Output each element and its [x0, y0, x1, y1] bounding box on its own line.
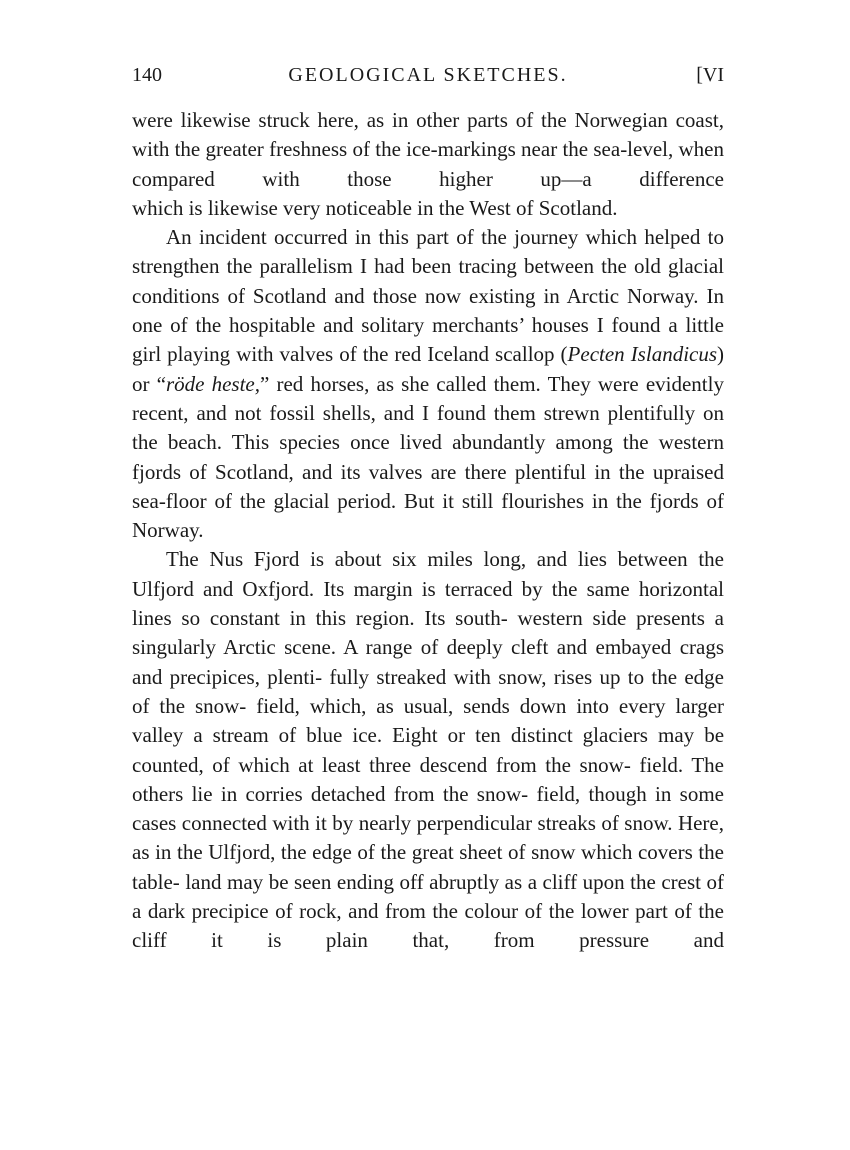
- text-line: field, though in some cases connected with it by nearly: [132, 781, 724, 836]
- text-line: were likewise struck here, as in other parts of the Norwegian: [132, 108, 668, 132]
- text-line: and solitary merchants’ houses I found a little girl playing: [132, 313, 724, 367]
- text-line: be counted, of which at least three descend from the snow-: [132, 723, 725, 777]
- text-line: coast, with the greater freshness of the ice-markings near the: [132, 108, 725, 162]
- text-line: land may be seen ending off abruptly as a cliff upon the: [185, 869, 656, 894]
- paragraph-continuation-end: [132, 194, 724, 223]
- chapter-mark: [VI: [696, 64, 724, 86]
- paragraph-nus-fjord: [132, 545, 724, 955]
- running-title: GEOLOGICAL SKETCHES.: [288, 64, 568, 86]
- text-line: field, which, as usual, sends down into every larger valley: [132, 693, 725, 748]
- text-line: of deeply cleft and embayed crags and precipices, plenti-: [132, 635, 725, 689]
- page-number: 140: [132, 64, 162, 86]
- paragraph-incident-end: [132, 516, 724, 545]
- text-line: fully streaked with snow, rises up to the edge of the snow-: [132, 664, 725, 718]
- text-line: perpendicular streaks of snow. Here, as in the Ulfjord,: [132, 811, 725, 865]
- running-header: [132, 60, 724, 94]
- text-line: now existing in Arctic Norway. In one of the hospitable: [132, 283, 724, 338]
- text-line: the edge of the great sheet of snow which covers the table-: [132, 840, 724, 894]
- text-line: sea-level, when compared with those higher up—a difference: [132, 137, 724, 191]
- text-line: the Ulfjord and Oxfjord. Its margin is terraced by the: [132, 547, 724, 601]
- text-line: glacial period. But it still flourishes in the fjords of: [273, 488, 725, 513]
- text-line: ” red horses, as she called them. They were: [260, 371, 639, 396]
- text-line: valves are there plentiful in the upraised sea-floor of the: [132, 459, 725, 513]
- species-name: Pecten Islandicus: [567, 342, 718, 367]
- text-line: abundantly among the western fjords of Scotland, and its: [132, 430, 724, 484]
- text-line: the lower part of the cliff it is plain that, from pressure and: [132, 899, 724, 953]
- text-line: western side presents a singularly Arctic scene. A range: [132, 606, 724, 660]
- text-line: field. The others lie in corries detached from the snow-: [132, 752, 725, 806]
- text-line: with valves of the red Iceland scallop (: [236, 342, 568, 367]
- page-body: [132, 106, 724, 956]
- text-fragment: or “: [132, 371, 166, 396]
- book-page: [132, 60, 724, 956]
- text-line: crest of a dark precipice of rock, and from the colour of: [132, 869, 725, 924]
- text-line: Norway.: [132, 518, 204, 543]
- text-line: strewn plentifully on the beach. This species once lived: [132, 400, 724, 455]
- text-line: which is likewise very noticeable in the West of Scotland.: [132, 195, 618, 220]
- norwegian-term: röde heste,: [165, 371, 261, 396]
- text-line: a stream of blue ice. Eight or ten distinct glaciers may: [193, 723, 695, 748]
- text-fragment: ): [717, 342, 725, 367]
- text-line: evidently recent, and not fossil shells, and I found them: [132, 371, 724, 425]
- text-line: between the old glacial conditions of Scotland and those: [132, 254, 724, 308]
- text-line: same horizontal lines so constant in this region. Its south-: [132, 576, 725, 631]
- text-line: helped to strengthen the parallelism I had been tracing: [132, 225, 725, 279]
- text-line: The Nus Fjord is about six miles long, and lies between: [166, 547, 688, 572]
- paragraph-incident: [132, 223, 724, 516]
- paragraph-continuation: [132, 106, 724, 194]
- text-line: An incident occurred in this part of the journey which: [166, 225, 637, 250]
